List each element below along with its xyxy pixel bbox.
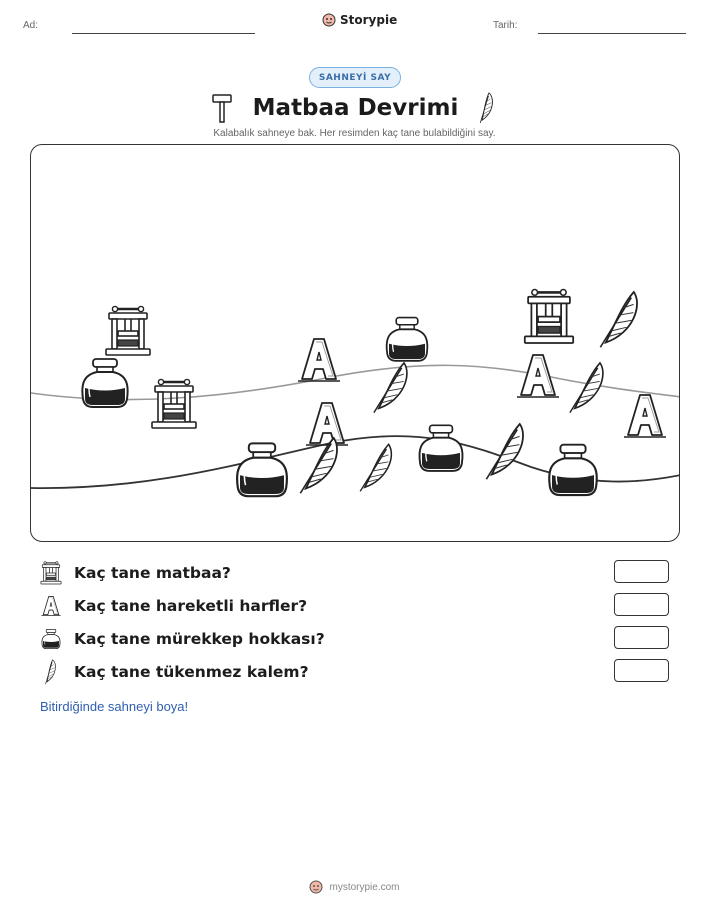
answer-box-quill[interactable]	[614, 659, 669, 682]
date-line[interactable]	[538, 33, 686, 34]
answer-box-ink[interactable]	[614, 626, 669, 649]
name-label: Ad:	[23, 20, 39, 31]
answer-box-press[interactable]	[614, 560, 669, 583]
scene-printing-press	[525, 290, 573, 343]
footer-url[interactable]: mystorypie.com	[329, 881, 400, 893]
scene-illustration	[31, 145, 680, 542]
quill-title-icon	[476, 92, 500, 124]
quill-pen-icon	[40, 661, 62, 683]
finish-note: Bitirdiğinde sahneyi boya!	[40, 699, 189, 714]
scene-printing-press	[152, 379, 196, 428]
page-title: Matbaa Devrimi	[252, 95, 459, 121]
storypie-logo-icon	[309, 880, 323, 894]
question-text: Kaç tane matbaa?	[74, 564, 231, 582]
scene-movable-type	[624, 395, 666, 437]
brand-name: Storypie	[340, 13, 398, 27]
name-line[interactable]	[72, 33, 255, 34]
date-label: Tarih:	[493, 20, 518, 31]
question-row-type	[40, 591, 680, 621]
question-text: Kaç tane hareketli harfler?	[74, 597, 308, 615]
question-row-ink	[40, 624, 680, 654]
activity-badge: SAHNEYİ SAY	[309, 67, 401, 88]
scene-ink-pot	[549, 445, 597, 495]
counting-scene	[30, 144, 680, 542]
scene-ink-pot	[387, 318, 428, 361]
scene-ink-pot	[82, 359, 127, 407]
movable-type-letter-icon	[40, 595, 62, 617]
scene-quill	[570, 359, 606, 419]
hammer-icon	[209, 93, 235, 123]
footer	[0, 880, 709, 894]
scene-ink-pot	[237, 443, 287, 496]
storypie-logo-icon	[322, 13, 336, 27]
scene-ink-pot	[419, 425, 462, 471]
brand-logo	[322, 13, 397, 27]
scene-quill	[600, 287, 640, 353]
question-row-quill	[40, 657, 680, 687]
scene-movable-type	[517, 355, 559, 397]
scene-movable-type	[298, 339, 340, 381]
title-row	[0, 92, 709, 124]
answer-box-type[interactable]	[614, 593, 669, 616]
question-text: Kaç tane mürekkep hokkası?	[74, 630, 325, 648]
printing-press-icon	[40, 562, 62, 584]
instructions: Kalabalık sahneye bak. Her resimden kaç tane bulabildiğini say.	[213, 128, 496, 139]
question-row-press	[40, 558, 680, 588]
scene-printing-press	[106, 306, 150, 355]
scene-quill	[360, 440, 394, 496]
scene-movable-type	[306, 403, 348, 445]
ink-pot-icon	[40, 628, 62, 650]
question-text: Kaç tane tükenmez kalem?	[74, 663, 309, 681]
